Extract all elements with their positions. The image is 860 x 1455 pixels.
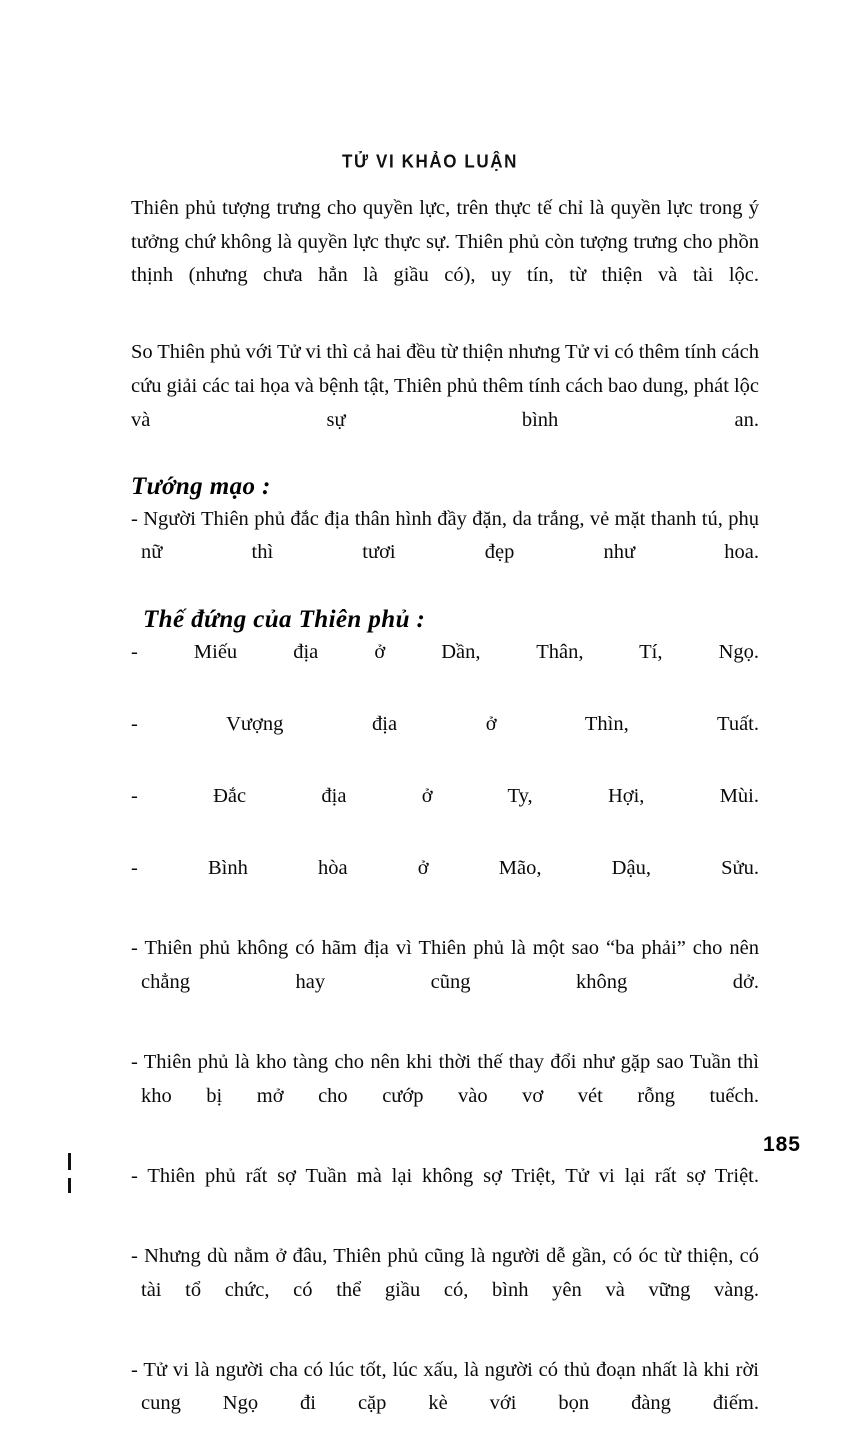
list-the-dung [131, 636, 759, 1455]
list-item-text: - Bình hòa ở Mão, Dậu, Sửu. [131, 857, 759, 880]
running-head: TỬ VI KHẢO LUẬN [342, 151, 518, 172]
list-item [131, 1046, 759, 1147]
list-item-text: - Thiên phủ không có hãm địa vì Thiên phủ là một sao “ba phải” cho nên chẳng hay cũng không dở. [131, 937, 759, 993]
list-item [131, 932, 759, 1033]
scan-artifact-mark-upper [68, 1153, 71, 1170]
list-item [131, 1160, 759, 1227]
page-number: 185 [762, 1133, 801, 1156]
list-item [131, 708, 759, 775]
list-item [131, 780, 759, 847]
list-item [131, 503, 759, 604]
list-item [131, 1354, 759, 1455]
list-item-text: - Thiên phủ rất sợ Tuần mà lại không sợ Triệt, Tử vi lại rất sợ Triệt. [131, 1164, 759, 1187]
list-item-text: - Người Thiên phủ đắc địa thân hình đầy đặn, da trắng, vẻ mặt thanh tú, phụ nữ thì tươi đẹp như hoa. [131, 507, 759, 564]
list-item-text: - Nhưng dù nằm ở đâu, Thiên phủ cũng là người dễ gần, có óc từ thiện, có tài tổ chức, có thể giầu có, bình yên và vững vàng. [131, 1245, 759, 1301]
paragraph-intro-2: So Thiên phủ với Tử vi thì cả hai đều từ thiện nhưng Tử vi có thêm tính cách cứu giải các tai họa và bệnh tật, Thiên phủ thêm tính cách bao dung, phát lộc và sự bình an. [131, 341, 759, 431]
page-body [131, 192, 759, 1455]
list-item-text: - Miếu địa ở Dần, Thân, Tí, Ngọ. [131, 640, 759, 663]
list-item [131, 852, 759, 919]
section-heading-the-dung: Thế đứng của Thiên phủ : [143, 605, 426, 633]
list-tuong-mao [131, 503, 759, 604]
list-item-text: - Tử vi là người cha có lúc tốt, lúc xấu, là người có thủ đoạn nhất là khi rời cung Ngọ đi cặp kè với bọn đàng điếm. [131, 1358, 759, 1415]
list-item [131, 636, 759, 703]
section-heading-tuong-mao: Tướng mạo : [131, 472, 271, 500]
list-item-text: - Đắc địa ở Ty, Hợi, Mùi. [131, 784, 759, 807]
list-item [131, 1240, 759, 1341]
paragraph-intro-1: Thiên phủ tượng trưng cho quyền lực, trên thực tế chỉ là quyền lực trong ý tưởng chứ không là quyền lực thực sự. Thiên phủ còn tượng trưng cho phồn thịnh (nhưng chưa hẳn là giầu có), uy tín, từ thiện và tài lộc. [131, 197, 759, 287]
list-item-text: - Thiên phủ là kho tàng cho nên khi thời thế thay đổi như gặp sao Tuần thì kho bị mở cho cướp vào vơ vét rỗng tuếch. [131, 1051, 759, 1107]
scan-artifact-mark-lower [68, 1178, 71, 1193]
list-item-text: - Vượng địa ở Thìn, Tuất. [131, 712, 759, 735]
